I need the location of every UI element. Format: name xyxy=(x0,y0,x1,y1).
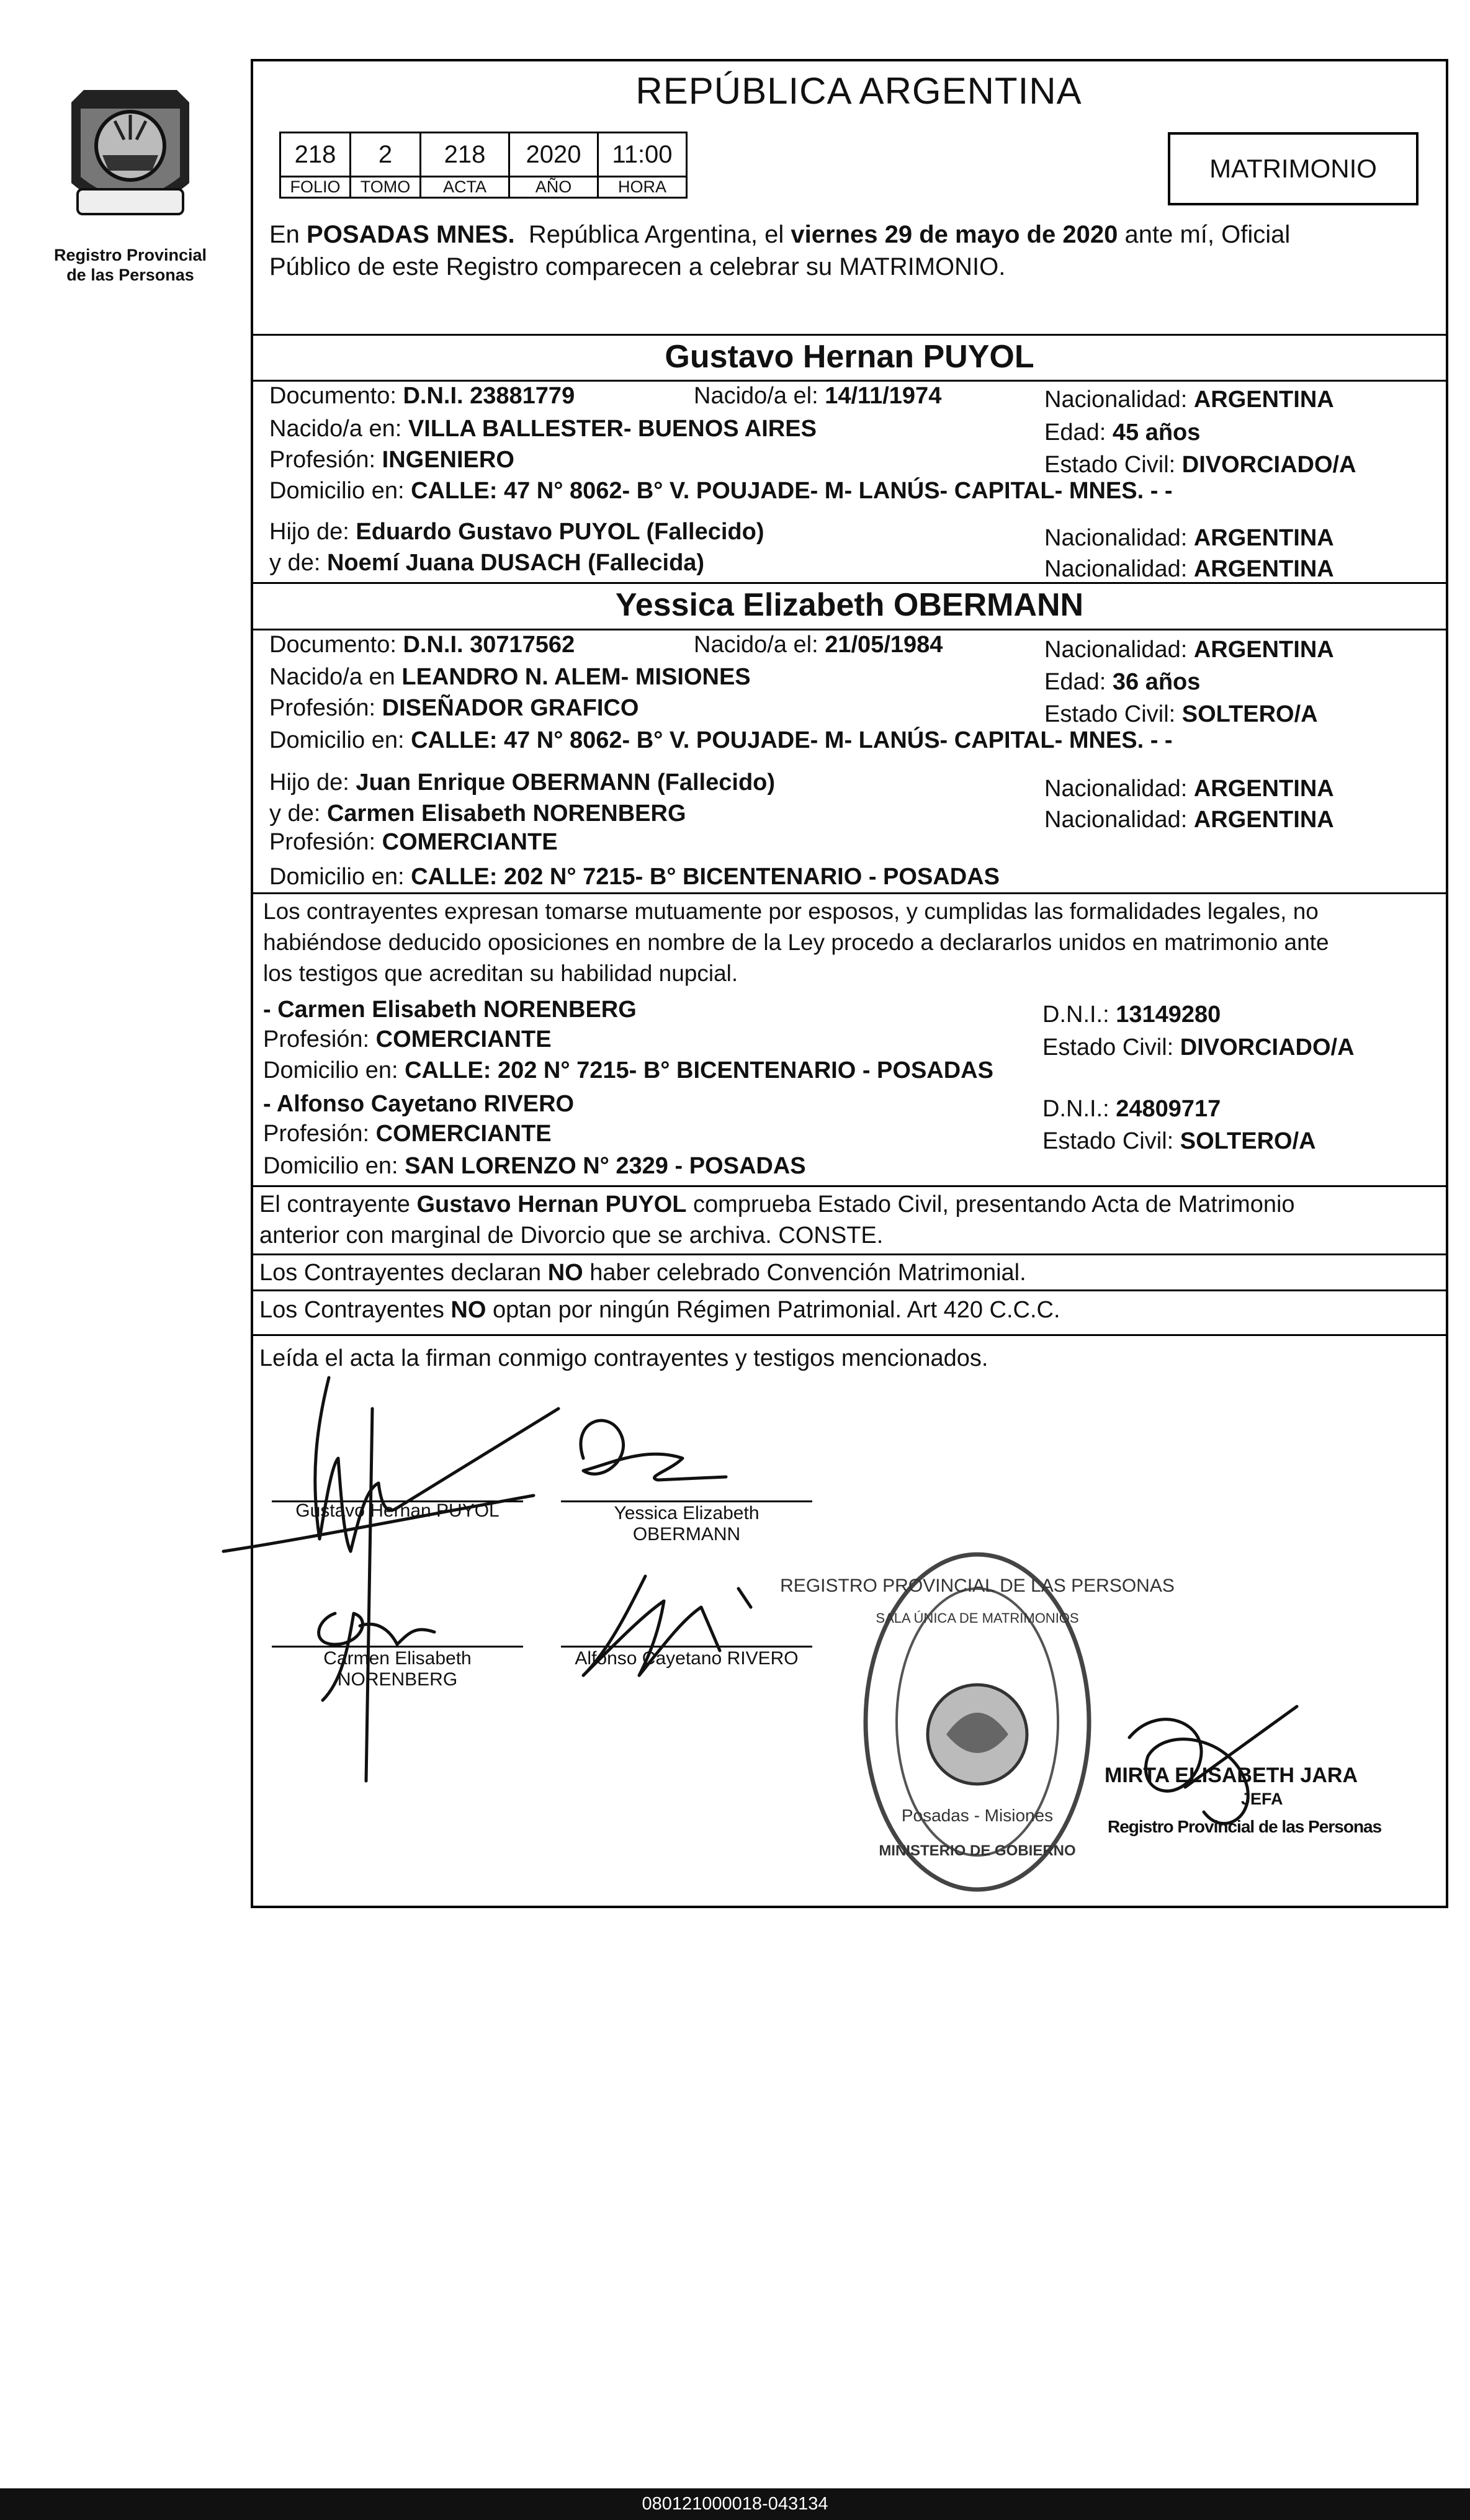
spouse2-father-value: Juan Enrique OBERMANN (Fallecido) xyxy=(356,769,776,796)
province-seal xyxy=(37,78,223,242)
spouse2-mother-dom-value: CALLE: 202 N° 7215- B° BICENTENARIO - POSADAS xyxy=(411,864,1000,890)
official-office: Registro Provincial de las Personas xyxy=(1108,1817,1382,1836)
intro-place: POSADAS MNES. xyxy=(307,221,515,248)
record-codes xyxy=(279,132,688,199)
witness1-name-value: - Carmen Elisabeth NORENBERG xyxy=(263,997,637,1023)
label: Estado Civil: xyxy=(1042,1128,1180,1154)
handwritten-signatures xyxy=(211,1353,894,1750)
spouse1-mother-value: Noemí Juana DUSACH (Fallecida) xyxy=(326,550,705,576)
witness1-dom-value: CALLE: 202 N° 7215- B° BICENTENARIO - POSADAS xyxy=(405,1057,993,1083)
spouse1-birthplace xyxy=(269,415,817,443)
spouse1-father-value: Eduardo Gustavo PUYOL (Fallecido) xyxy=(356,519,764,545)
spouse1-civil xyxy=(1044,451,1356,479)
label: D.N.I.: xyxy=(1042,1096,1116,1122)
spouse2-father-nat-value: ARGENTINA xyxy=(1193,776,1334,802)
witness2-dom xyxy=(263,1152,806,1180)
spouse2-doc xyxy=(269,630,575,659)
witness1-civil xyxy=(1042,1033,1355,1062)
divider xyxy=(253,1334,1446,1336)
witness1-name xyxy=(263,995,637,1024)
official-stamp xyxy=(780,1548,1175,1899)
spouse2-father-nat xyxy=(1044,774,1334,803)
official-stamp-inner-text: SALA ÚNICA DE MATRIMONIOS xyxy=(876,1610,1079,1626)
spouse2-birthplace xyxy=(269,663,751,691)
label: Nacionalidad: xyxy=(1044,807,1194,833)
civil-note xyxy=(259,1189,1295,1251)
spouse2-prof xyxy=(269,694,639,722)
divider xyxy=(253,1185,1446,1187)
label: Nacionalidad: xyxy=(1044,776,1194,802)
label: Hijo de: xyxy=(269,519,356,545)
spouse2-civil xyxy=(1044,700,1318,729)
spouse2-born xyxy=(694,630,943,659)
acta-label: ACTA xyxy=(421,177,509,198)
label: y de: xyxy=(269,550,327,576)
spouse2-age-value: 36 años xyxy=(1112,669,1201,695)
official-stamp-bottom: MINISTERIO DE GOBIERNO xyxy=(879,1842,1076,1859)
signature-spouse2-scribble xyxy=(581,1420,726,1480)
intro-text-1: En xyxy=(269,221,307,248)
spouse1-father-nat-value: ARGENTINA xyxy=(1193,525,1334,551)
witness2-civil-value: SOLTERO/A xyxy=(1180,1128,1316,1154)
acta-value: 218 xyxy=(421,133,509,177)
declaration-line1: Los contrayentes expresan tomarse mutuamente por esposos, y cumplidas las formalidades legales, no xyxy=(263,899,1319,924)
registry-caption-line2: de las Personas xyxy=(66,266,194,284)
spouse2-name-heading: Yessica Elizabeth OBERMANN xyxy=(615,587,1084,623)
record-codes-table xyxy=(279,132,688,199)
divider xyxy=(253,892,1446,894)
spouse1-age xyxy=(1044,418,1200,447)
folio-label: FOLIO xyxy=(280,177,351,198)
province-seal-icon xyxy=(59,78,202,239)
signature-witness1-scribble xyxy=(319,1613,434,1700)
label: Edad: xyxy=(1044,419,1113,446)
tomo-label: TOMO xyxy=(351,177,421,198)
spouse1-mother xyxy=(269,549,704,577)
signature-spouse1-scribble xyxy=(223,1495,534,1551)
label: Profesión: xyxy=(269,695,382,721)
label: Nacionalidad: xyxy=(1044,387,1194,413)
spouse2-dom-value: CALLE: 47 N° 8062- B° V. POUJADE- M- LANÚS- CAPITAL- MNES. - - xyxy=(411,727,1173,753)
spouse1-father-nat xyxy=(1044,524,1334,552)
signature-label-spouse2-line2: OBERMANN xyxy=(632,1524,741,1545)
signature-label-spouse1: Gustavo Hernan PUYOL xyxy=(295,1500,500,1521)
label: Estado Civil: xyxy=(1042,1034,1180,1060)
spouse1-mother-nat xyxy=(1044,555,1334,583)
spouse1-born xyxy=(694,382,941,410)
label: Documento: xyxy=(269,383,403,409)
spouse1-father xyxy=(269,518,764,546)
spouse1-civil-value: DIVORCIADO/A xyxy=(1181,452,1356,478)
witness1-civil-value: DIVORCIADO/A xyxy=(1180,1034,1355,1060)
label: Profesión: xyxy=(263,1026,376,1052)
spouse1-prof-value: INGENIERO xyxy=(382,447,514,473)
witness1-dom xyxy=(263,1056,993,1085)
witness2-name xyxy=(263,1090,574,1118)
spouse2-mother-prof xyxy=(269,828,558,856)
intro-paragraph xyxy=(269,218,1448,283)
label: Domicilio en: xyxy=(263,1057,405,1083)
spouse1-dom xyxy=(269,477,1173,505)
signature-stroke xyxy=(366,1409,372,1781)
label: Profesión: xyxy=(269,447,382,473)
witness2-dni xyxy=(1042,1095,1221,1123)
registry-caption xyxy=(25,245,236,285)
witness2-dni-value: 24809717 xyxy=(1116,1096,1221,1122)
label: y de: xyxy=(269,800,327,827)
spouse1-age-value: 45 años xyxy=(1112,419,1201,446)
label: Nacido/a el: xyxy=(694,632,825,658)
signature-label-witness1-line2: NORENBERG xyxy=(337,1669,458,1690)
closing-text: Leída el acta la firman conmigo contrayentes y testigos mencionados. xyxy=(259,1345,988,1371)
regime-text: Los Contrayentes declaran xyxy=(259,1260,548,1286)
act-type-box: MATRIMONIO xyxy=(1168,132,1418,205)
official-name: MIRTA ELISABETH JARA xyxy=(1105,1764,1358,1787)
divider xyxy=(253,582,1446,584)
regime-line2 xyxy=(259,1296,1060,1324)
regime-text: Los Contrayentes xyxy=(259,1297,451,1323)
spouse2-doc-value: D.N.I. 30717562 xyxy=(403,632,575,658)
label: Nacido/a el: xyxy=(694,383,825,409)
regime-line1 xyxy=(259,1258,1026,1287)
witness2-name-value: - Alfonso Cayetano RIVERO xyxy=(263,1091,575,1117)
label: Nacido/a en: xyxy=(269,416,408,442)
label: Nacionalidad: xyxy=(1044,556,1194,582)
witness1-dni-value: 13149280 xyxy=(1116,1002,1221,1028)
document-code: 080121000018-043134 xyxy=(0,2488,1470,2520)
signature-label-witness2: Alfonso Cayetano RIVERO xyxy=(575,1648,799,1669)
label: Documento: xyxy=(269,632,403,658)
witness2-dom-value: SAN LORENZO N° 2329 - POSADAS xyxy=(405,1153,806,1179)
regime-text: haber celebrado Convención Matrimonial. xyxy=(583,1260,1026,1286)
spouse2-nat-value: ARGENTINA xyxy=(1193,637,1334,663)
anio-value: 2020 xyxy=(509,133,598,177)
civil-note-name: Gustavo Hernan PUYOL xyxy=(416,1191,687,1217)
divider xyxy=(253,1253,1446,1255)
folio-value: 218 xyxy=(280,133,351,177)
spouse1-doc-value: D.N.I. 23881779 xyxy=(403,383,575,409)
spouse2-birthplace-value: LEANDRO N. ALEM- MISIONES xyxy=(401,664,751,690)
label: Nacionalidad: xyxy=(1044,525,1194,551)
declaration-line3: los testigos que acreditan su habilidad nupcial. xyxy=(263,961,738,986)
witness1-prof-value: COMERCIANTE xyxy=(375,1026,552,1052)
regime-text: optan por ningún Régimen Patrimonial. Art 420 C.C.C. xyxy=(486,1297,1060,1323)
spouse2-born-value: 21/05/1984 xyxy=(825,632,943,658)
divider xyxy=(253,1289,1446,1291)
intro-line2: Público de este Registro comparecen a celebrar su MATRIMONIO. xyxy=(269,253,1006,280)
official-role: JEFA xyxy=(1241,1790,1283,1808)
official-stamp-city: Posadas - Misiones xyxy=(901,1806,1054,1825)
spouse1-doc xyxy=(269,382,575,410)
spouse2-mother-dom xyxy=(269,863,1000,891)
spouse2-dom xyxy=(269,726,1173,755)
label: Edad: xyxy=(1044,669,1113,695)
spouse2-mother-value: Carmen Elisabeth NORENBERG xyxy=(326,800,686,827)
spouse2-prof-value: DISEÑADOR GRAFICO xyxy=(382,695,639,721)
signature-label-witness1-line1: Carmen Elisabeth xyxy=(323,1648,472,1669)
label: Profesión: xyxy=(263,1121,376,1147)
label: Estado Civil: xyxy=(1044,701,1182,727)
spouse1-prof xyxy=(269,446,514,474)
spouse1-born-value: 14/11/1974 xyxy=(825,383,942,409)
intro-date: viernes 29 de mayo de 2020 xyxy=(791,221,1118,248)
signature-label-spouse2-line1: Yessica Elizabeth xyxy=(614,1503,760,1523)
spouse1-dom-value: CALLE: 47 N° 8062- B° V. POUJADE- M- LANÚS- CAPITAL- MNES. - - xyxy=(411,478,1173,504)
declaration-line2: habiéndose deducido oposiciones en nombre de la Ley procedo a declararlos unidos en matrimonio ante xyxy=(263,930,1329,955)
intro-text-3: ante mí, Oficial xyxy=(1118,221,1291,248)
spouse2-father xyxy=(269,768,775,797)
spouse2-mother xyxy=(269,799,686,828)
spouse2-mother-nat-value: ARGENTINA xyxy=(1193,807,1334,833)
witness2-prof-value: COMERCIANTE xyxy=(375,1121,552,1147)
regime-no: NO xyxy=(547,1260,583,1286)
regime-no: NO xyxy=(450,1297,486,1323)
label: Estado Civil: xyxy=(1044,452,1182,478)
spouse1-birthplace-value: VILLA BALLESTER- BUENOS AIRES xyxy=(408,416,817,442)
civil-note-text-1: El contrayente xyxy=(259,1191,417,1217)
declaration-paragraph xyxy=(263,896,1329,989)
spouse2-civil-value: SOLTERO/A xyxy=(1181,701,1318,727)
civil-note-text-2: comprueba Estado Civil, presentando Acta de Matrimonio xyxy=(686,1191,1295,1217)
spouse2-mother-nat xyxy=(1044,805,1334,834)
signature-witness2-scribble xyxy=(583,1576,751,1675)
signature-spouse1-scribble xyxy=(315,1378,558,1551)
label: Hijo de: xyxy=(269,769,356,796)
label: Domicilio en: xyxy=(269,864,411,890)
label: Nacionalidad: xyxy=(1044,637,1194,663)
label: Nacido/a en xyxy=(269,664,402,690)
witness1-dni xyxy=(1042,1000,1221,1029)
official-stamp-outer-text: REGISTRO PROVINCIAL DE LAS PERSONAS xyxy=(780,1576,1175,1596)
spouse2-mother-prof-value: COMERCIANTE xyxy=(382,829,558,855)
witness1-prof xyxy=(263,1025,552,1054)
divider xyxy=(253,334,1446,336)
label: D.N.I.: xyxy=(1042,1002,1116,1028)
intro-text-2: República Argentina, el xyxy=(514,221,791,248)
tomo-value: 2 xyxy=(351,133,421,177)
spouse2-nat xyxy=(1044,635,1334,664)
spouse2-age xyxy=(1044,668,1200,696)
spouse1-nat xyxy=(1044,385,1334,414)
hora-value: 11:00 xyxy=(598,133,687,177)
spouse1-nat-value: ARGENTINA xyxy=(1193,387,1334,413)
label: Domicilio en: xyxy=(269,727,411,753)
spouse1-mother-nat-value: ARGENTINA xyxy=(1193,556,1334,582)
witness2-civil xyxy=(1042,1127,1316,1155)
witness2-prof xyxy=(263,1119,552,1148)
registry-caption-line1: Registro Provincial xyxy=(53,246,207,264)
official-stamp-seal xyxy=(780,1548,1175,1896)
civil-note-line2: anterior con marginal de Divorcio que se archiva. CONSTE. xyxy=(259,1222,884,1249)
spouse1-name-heading: Gustavo Hernan PUYOL xyxy=(665,339,1034,375)
label: Domicilio en: xyxy=(263,1153,405,1179)
label: Domicilio en: xyxy=(269,478,411,504)
hora-label: HORA xyxy=(598,177,687,198)
anio-label: AÑO xyxy=(509,177,598,198)
country-title: REPÚBLICA ARGENTINA xyxy=(635,70,1082,112)
label: Profesión: xyxy=(269,829,382,855)
